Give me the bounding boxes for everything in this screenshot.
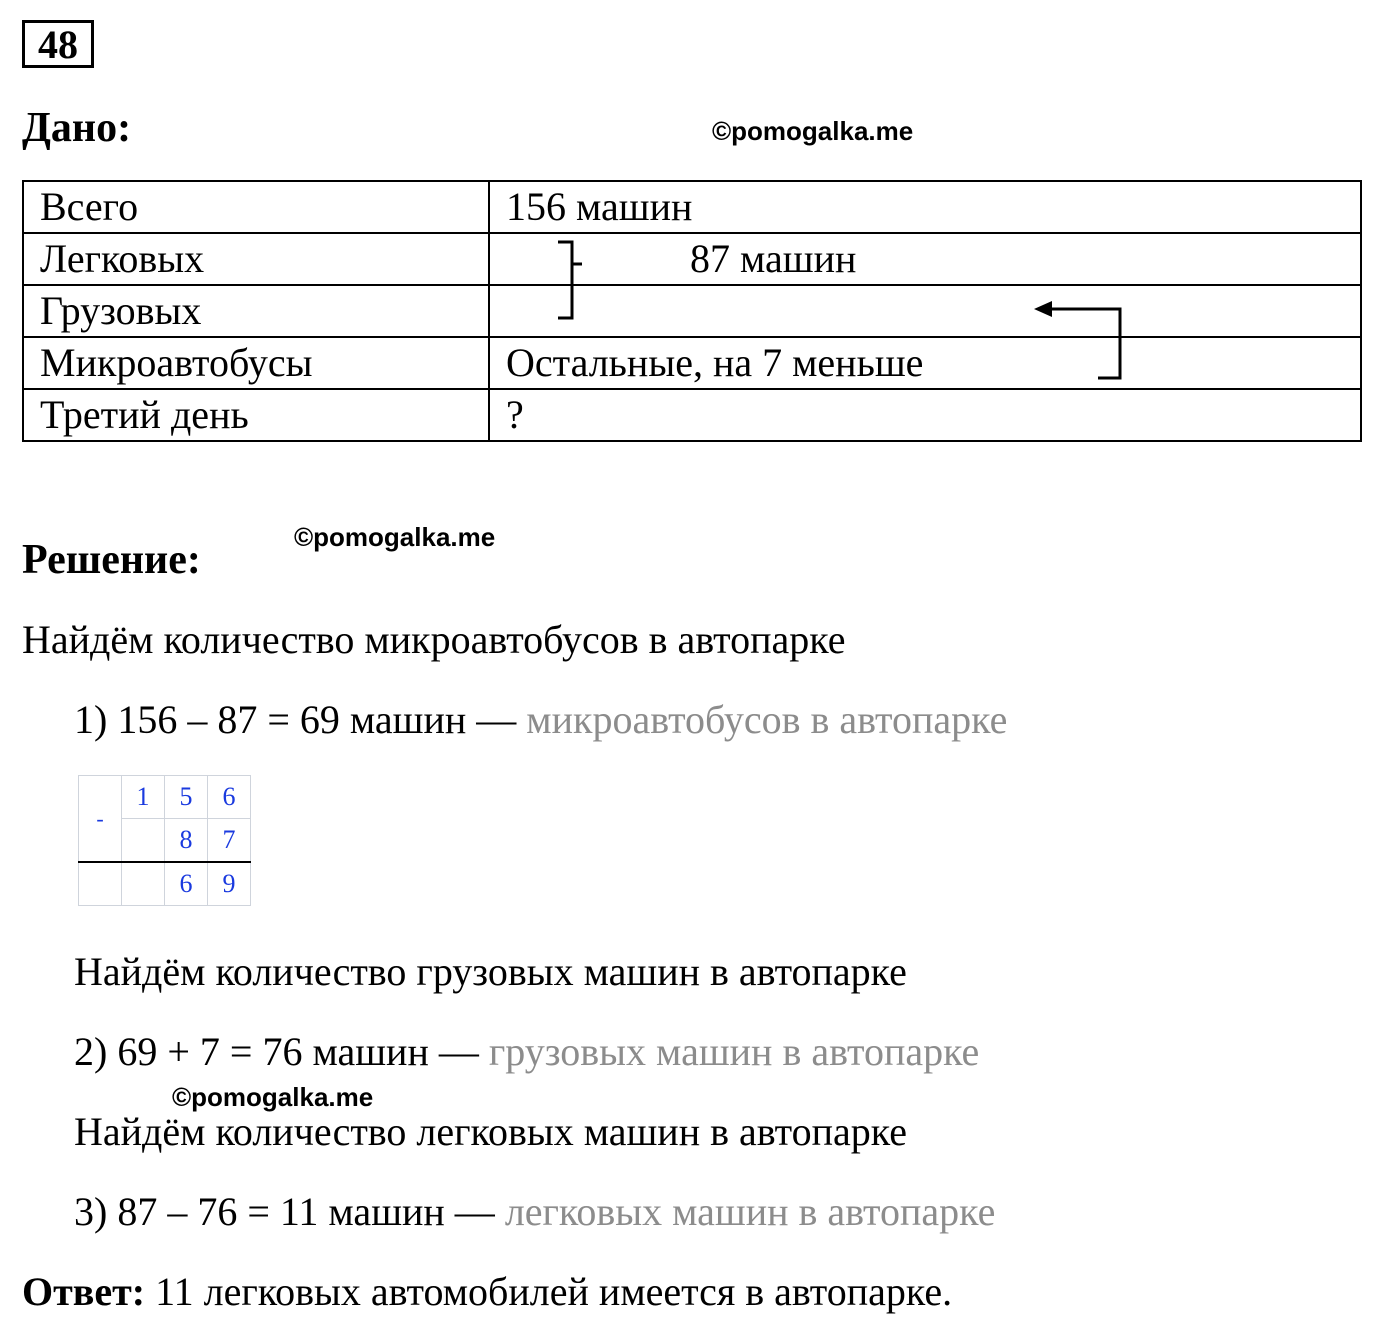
watermark: ©pomogalka.me [172, 1082, 374, 1112]
step-calc: 2) 69 + 7 = 76 машин — [74, 1029, 479, 1074]
watermark: ©pomogalka.me [294, 522, 496, 552]
given-heading: Дано: [22, 105, 132, 151]
grid-digit: 8 [165, 819, 208, 863]
step-calc: 1) 156 – 87 = 69 машин — [74, 697, 517, 742]
step-calculation [74, 1028, 979, 1076]
grid-digit: 1 [122, 776, 165, 819]
step-note: легковых машин в автопарке [504, 1189, 996, 1234]
table-cell-label: Третий день [23, 389, 489, 441]
grid-digit: 6 [165, 862, 208, 906]
step-intro: Найдём количество микроавтобусов в автопарке [22, 617, 846, 662]
step-calc: 3) 87 – 76 = 11 машин — [74, 1189, 495, 1234]
table-cell-label: Грузовых [23, 285, 489, 337]
watermark: ©pomogalka.me [712, 116, 914, 146]
grid-row [79, 862, 251, 906]
answer-text: 11 легковых автомобилей имеется в автопарке. [155, 1269, 953, 1314]
answer [22, 1268, 952, 1316]
table-cell-label: Легковых [23, 233, 489, 285]
minus-sign: - [79, 776, 122, 863]
step-calculation [74, 1188, 995, 1236]
step-intro: Найдём количество грузовых машин в автопарке [74, 949, 907, 994]
grid-digit: 9 [208, 862, 251, 906]
brace-bracket [558, 242, 582, 318]
arrow-head-icon [1034, 301, 1052, 317]
table-cell-label: Микроавтобусы [23, 337, 489, 389]
step-calculation [74, 696, 1007, 744]
solution-heading: Решение: [22, 537, 201, 583]
grid-digit [122, 819, 165, 863]
grid-digit [79, 862, 122, 906]
grid-digit: 6 [208, 776, 251, 819]
step-note: микроавтобусов в автопарке [526, 697, 1008, 742]
grid-digit: 7 [208, 819, 251, 863]
table-cell-value: 87 машин [489, 233, 1361, 285]
step-note: грузовых машин в автопарке [488, 1029, 980, 1074]
comparison-arrow [1048, 309, 1120, 378]
answer-label: Ответ: [22, 1269, 146, 1314]
table-cell-value: ? [489, 389, 1361, 441]
grid-digit [122, 862, 165, 906]
table-cell-value: Остальные, на 7 меньше [489, 337, 1361, 389]
table-cell-value: 156 машин [489, 181, 1361, 233]
grid-digit: 5 [165, 776, 208, 819]
step-intro: Найдём количество легковых машин в автопарке [74, 1109, 907, 1154]
grid-row [79, 776, 251, 819]
task-number: 48 [22, 20, 94, 68]
table-cell-label: Всего [23, 181, 489, 233]
column-subtraction [78, 775, 251, 906]
